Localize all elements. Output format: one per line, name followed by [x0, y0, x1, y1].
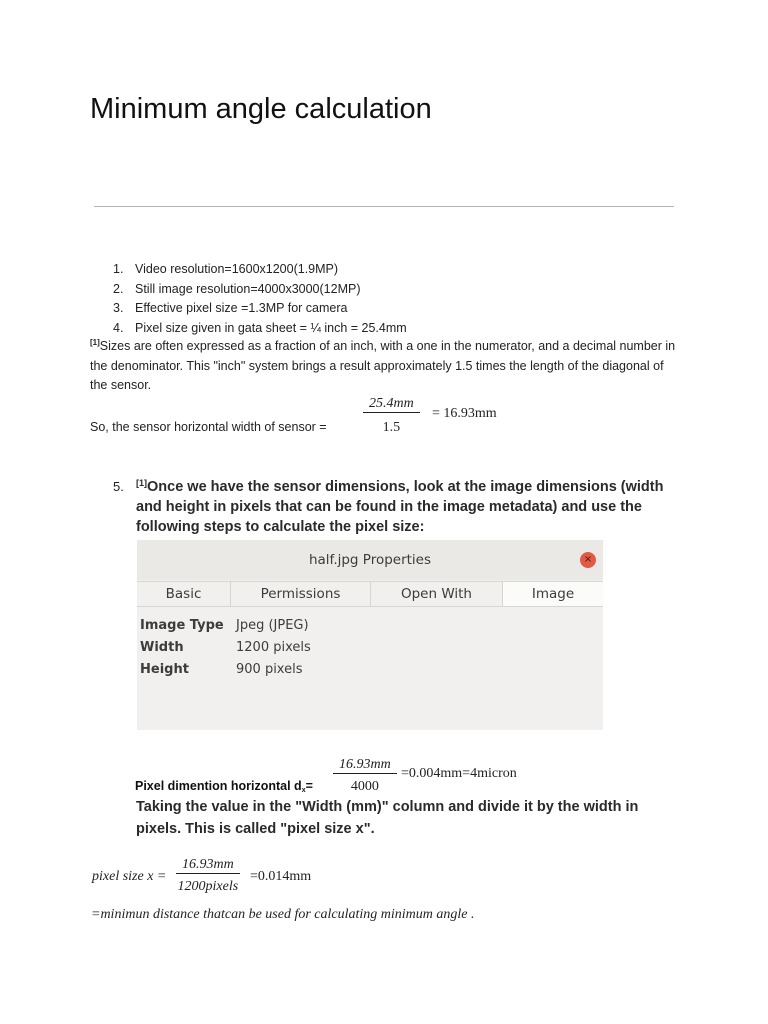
property-value: Jpeg (JPEG) — [236, 618, 309, 633]
tab-image[interactable]: Image — [503, 582, 603, 606]
list-text: Pixel size given in gata sheet = ¼ inch = 25.4mm — [135, 320, 407, 335]
fraction-numerator: 25.4mm — [369, 396, 414, 411]
property-value: 900 pixels — [236, 662, 303, 677]
close-icon[interactable]: × — [580, 552, 596, 568]
fraction-denominator: 4000 — [350, 779, 379, 794]
list-number: 2. — [113, 281, 124, 296]
pixel-size-label: pixel size x = — [92, 869, 167, 884]
fraction-bar — [333, 773, 397, 774]
pixel-dim-label — [135, 779, 313, 794]
dialog-header — [137, 540, 603, 580]
taking-value-paragraph: Taking the value in the "Width (mm)" column and divide it by the width in pixels. This is called "pixel size x". — [136, 799, 639, 837]
pixel-size-result: =0.014mm — [250, 869, 312, 884]
sensor-fraction — [363, 396, 420, 436]
list-text: Effective pixel size =1.3MP for camera — [135, 301, 348, 315]
sizes-paragraph — [90, 337, 680, 396]
sensor-label: So, the sensor horizontal width of sensor = — [90, 420, 327, 434]
list-number: 3. — [113, 301, 124, 315]
fraction-denominator: 1200pixels — [177, 879, 239, 894]
page-title: Minimum angle calculation — [90, 93, 432, 125]
list-item — [113, 280, 407, 300]
properties-dialog — [137, 540, 603, 730]
tab-permissions[interactable]: Permissions — [231, 582, 371, 606]
property-row — [140, 637, 311, 659]
pixel-size-fraction — [176, 857, 240, 895]
fraction-numerator: 16.93mm — [182, 857, 234, 872]
sensor-result: = 16.93mm — [432, 406, 497, 421]
dialog-tabs — [137, 581, 603, 607]
property-value: 1200 pixels — [236, 640, 311, 655]
property-key: Width — [140, 640, 184, 655]
step-text: Once we have the sensor dimensions, look at the image dimensions (width and height in pixels that can be found in the image metadata) and use the following steps to calculate the pixel size: — [136, 479, 664, 535]
fraction-numerator: 16.93mm — [339, 757, 391, 772]
tab-open-with[interactable]: Open With — [371, 582, 503, 606]
horizontal-rule — [94, 206, 674, 207]
sizes-text: Sizes are often expressed as a fraction of an inch, with a one in the numerator, and a decimal number in the denominator. This "inch" system brings a result approximately 1.5 times the length of the diagonal of the sensor. — [90, 339, 676, 392]
list-number: 4. — [113, 320, 124, 335]
dialog-title: half.jpg Properties — [308, 552, 432, 568]
spec-list — [113, 260, 407, 338]
property-row — [140, 615, 311, 637]
reference-mark: [1] — [136, 478, 147, 488]
list-number: 1. — [113, 262, 124, 276]
min-distance-formula: =minimun distance thatcan be used for calculating minimum angle . — [91, 907, 475, 922]
pixel-dim-equals: = — [305, 779, 313, 793]
tab-basic[interactable]: Basic — [137, 582, 231, 606]
list-item — [113, 299, 407, 319]
property-row — [140, 659, 311, 681]
pixel-dim-subscript: x — [301, 787, 306, 794]
list-item — [113, 260, 407, 280]
fraction-bar — [363, 412, 420, 413]
pixel-dim-fraction — [333, 757, 397, 795]
pixel-dim-result: =0.004mm=4micron — [401, 766, 517, 781]
fraction-denominator: 1.5 — [382, 420, 401, 435]
step-5 — [113, 477, 673, 537]
list-text: Video resolution=1600x1200(1.9MP) — [135, 262, 339, 276]
property-key: Height — [140, 662, 189, 677]
pixel-dim-label-text: Pixel dimention horizontal d — [135, 779, 302, 793]
fraction-bar — [176, 873, 240, 874]
property-key: Image Type — [140, 618, 224, 633]
list-item — [113, 319, 407, 339]
list-text: Still image resolution=4000x3000(12MP) — [135, 281, 361, 296]
image-properties — [140, 615, 311, 681]
reference-mark: [1] — [90, 338, 100, 347]
step-number: 5. — [113, 479, 124, 494]
